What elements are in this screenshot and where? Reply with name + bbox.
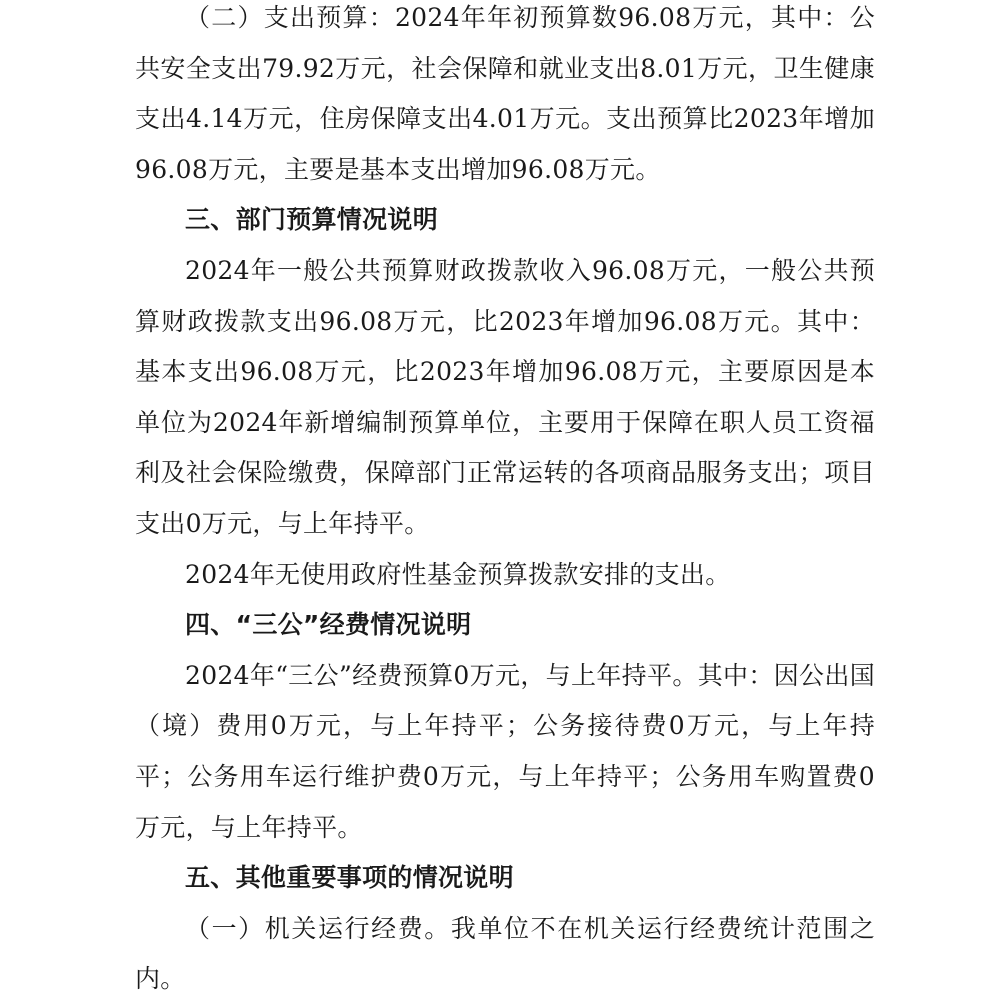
section-heading-department-budget: 三、部门预算情况说明 (185, 205, 439, 235)
paragraph-three-public-expenses: 2024年“三公”经费预算0万元，与上年持平。其中：因公出国（境）费用0万元，与上年持平；公务接待费0万元，与上年持平；公务用车运行维护费0万元，与上年持平；公务用车购置费0万元，与上年持平。 (135, 660, 875, 842)
paragraph-operating-expenses: （一）机关运行经费。我单位不在机关运行经费统计范围之内。 (135, 913, 875, 994)
paragraph-general-budget: 2024年一般公共预算财政拨款收入96.08万元，一般公共预算财政拨款支出96.08万元，比2023年增加96.08万元。其中：基本支出96.08万元，比2023年增加96.08万元，主要原因是本单位为2024年新增编制预算单位，主要用于保障在职人员工资福利及社会保险缴费，保障部门正常运转的各项商品服务支出；项目支出0万元，与上年持平。 (135, 255, 875, 538)
document-body (135, 0, 875, 1005)
paragraph-expenditure-budget: （二）支出预算：2024年年初预算数96.08万元，其中：公共安全支出79.92万元，社会保障和就业支出8.01万元，卫生健康支出4.14万元，住房保障支出4.01万元。支出预算比2023年增加96.08万元，主要是基本支出增加96.08万元。 (135, 3, 875, 184)
paragraph-government-fund: 2024年无使用政府性基金预算拨款安排的支出。 (185, 559, 731, 589)
section-heading-three-public: 四、“三公”经费情况说明 (185, 610, 472, 640)
section-heading-other-matters: 五、其他重要事项的情况说明 (185, 863, 514, 893)
